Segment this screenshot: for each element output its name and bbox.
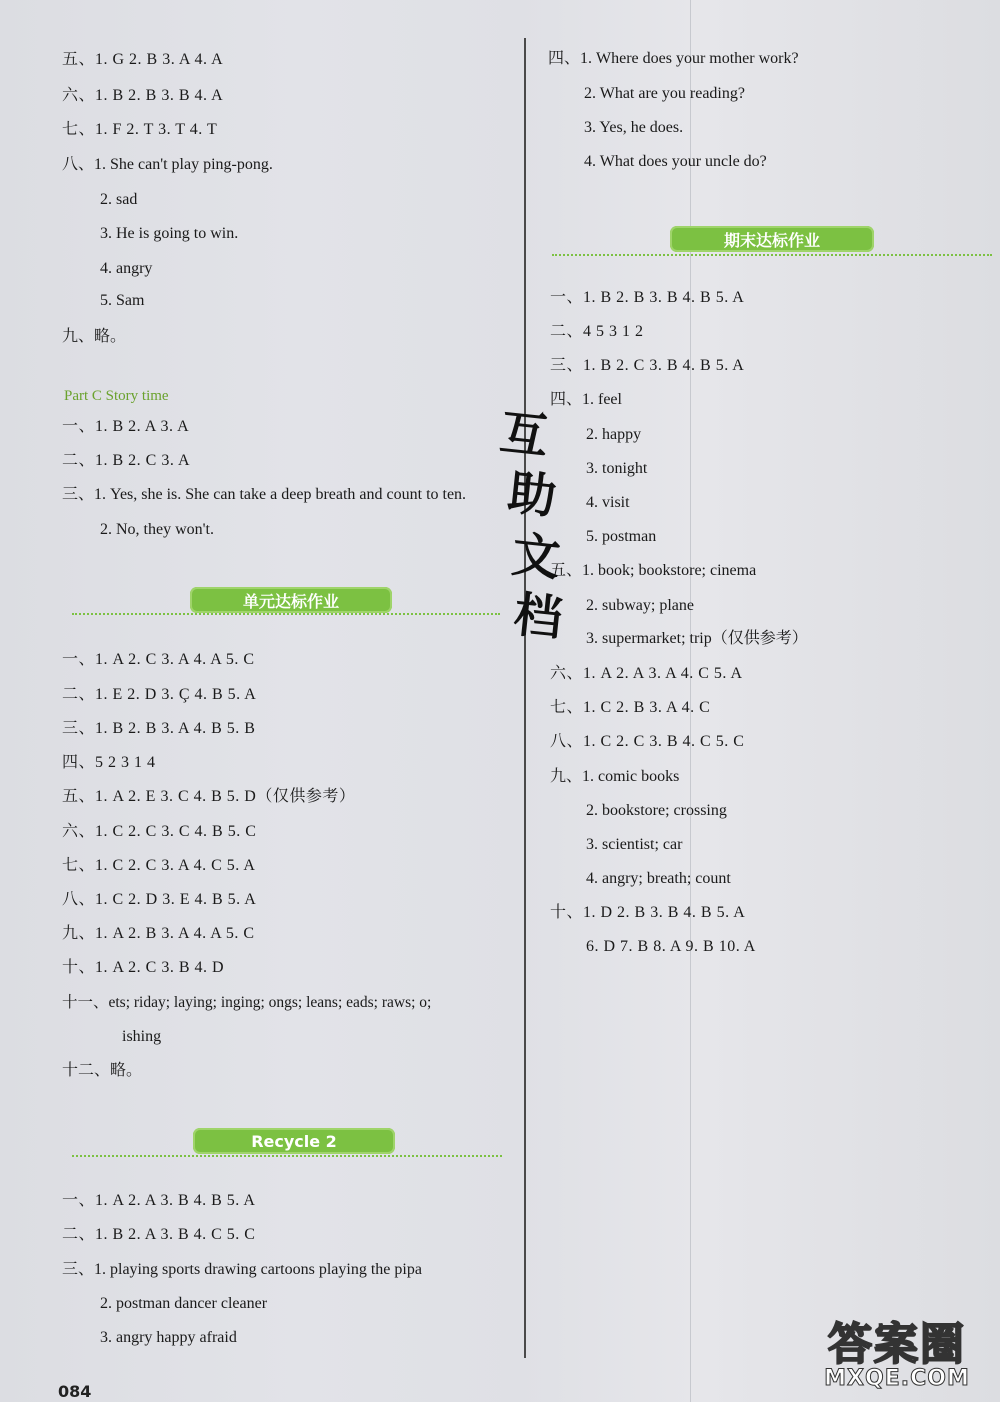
answer-line: 2. subway; plane [586,597,694,614]
answer-line: 2. happy [586,426,642,443]
answer-line: 六、1. B 2. B 3. B 4. A [62,87,224,104]
answer-line: 六、1. A 2. A 3. A 4. C 5. A [550,665,743,682]
section-divider [72,1155,502,1157]
answer-line: 一、1. A 2. C 3. A 4. A 5. C [62,651,255,668]
answer-line: 三、1. playing sports drawing cartoons playing the pipa [62,1261,422,1278]
answer-line: 七、1. C 2. B 3. A 4. C [550,699,711,716]
answer-line: 二、4 5 3 1 2 [550,323,644,340]
answer-line: 二、1. B 2. C 3. A [62,452,191,469]
answer-line: 一、1. B 2. B 3. B 4. B 5. A [550,289,745,306]
answer-line: 三、1. B 2. C 3. B 4. B 5. A [550,357,745,374]
answer-line: 5. Sam [100,292,145,309]
answer-line: 4. angry; breath; count [586,870,731,887]
answer-line: 5. postman [586,528,657,545]
handwritten-char: 档 [511,586,565,648]
site-watermark-logo [802,1308,992,1396]
answer-line: 四、1. feel [550,391,622,408]
answer-line: 一、1. A 2. A 3. B 4. B 5. A [62,1192,256,1209]
answer-line: 二、1. E 2. D 3. Ç 4. B 5. A [62,686,257,703]
answer-line: 五、1. A 2. E 3. C 4. B 5. D（仅供参考） [62,788,356,805]
answer-line: 四、1. Where does your mother work? [548,50,799,67]
answer-line: 2. sad [100,191,138,208]
answer-line: 2. What are you reading? [584,85,745,102]
handwritten-char: 互 [497,404,551,466]
answer-line: 4. What does your uncle do? [584,153,767,170]
answer-line: 3. Yes, he does. [584,119,684,136]
part-c-header: Part C Story time [64,388,169,404]
page-number: 084 [58,1382,92,1401]
answer-line: 八、1. C 2. D 3. E 4. B 5. A [62,891,257,908]
answer-line: 4. angry [100,260,153,277]
answer-line: 九、略。 [62,328,127,345]
answer-line: 3. He is going to win. [100,225,239,242]
final-test-banner: 期末达标作业 [670,226,874,252]
answer-line: 七、1. C 2. C 3. A 4. C 5. A [62,857,256,874]
answer-line: 2. bookstore; crossing [586,802,727,819]
answer-line: 七、1. F 2. T 3. T 4. T [62,121,218,138]
answer-line: 八、1. C 2. C 3. B 4. C 5. C [550,733,745,750]
answer-line: ishing [122,1028,162,1045]
answer-line: 三、1. Yes, she is. She can take a deep breath and count to ten. [62,486,467,503]
answer-line: 十、1. A 2. C 3. B 4. D [62,959,225,976]
column-divider [524,38,526,1358]
answer-line: 十一、ets; riday; laying; inging; ongs; leans; eads; raws; o; [62,994,432,1011]
handwritten-char: 文 [509,526,563,588]
answer-line: 九、1. comic books [550,768,680,785]
answer-line: 3. scientist; car [586,836,683,853]
answer-line: 五、1. book; bookstore; cinema [550,562,757,579]
answer-line: 2. postman dancer cleaner [100,1295,268,1312]
section-divider [72,613,500,615]
section-divider [552,254,992,256]
handwritten-char: 助 [505,464,559,526]
answer-line: 3. supermarket; trip（仅供参考） [586,630,808,647]
answer-line: 2. No, they won't. [100,521,214,538]
answer-line: 3. angry happy afraid [100,1329,237,1346]
answer-line: 八、1. She can't play ping-pong. [62,156,273,173]
answer-line: 十二、略。 [62,1062,143,1079]
answer-line: 五、1. G 2. B 3. A 4. A [62,51,224,68]
answer-line: 十、1. D 2. B 3. B 4. B 5. A [550,904,746,921]
unit-test-banner: 单元达标作业 [190,587,392,613]
answer-line: 6. D 7. B 8. A 9. B 10. A [586,938,756,955]
answer-line: 4. visit [586,494,630,511]
answer-line: 六、1. C 2. C 3. C 4. B 5. C [62,823,257,840]
recycle-2-banner: Recycle 2 [193,1128,395,1154]
answer-line: 四、5 2 3 1 4 [62,754,156,771]
answer-line: 3. tonight [586,460,648,477]
watermark-url: MXQE.COM [824,1366,970,1391]
answer-line: 九、1. A 2. B 3. A 4. A 5. C [62,925,255,942]
answer-line: 二、1. B 2. A 3. B 4. C 5. C [62,1226,256,1243]
answer-line: 一、1. B 2. A 3. A [62,418,190,435]
answer-line: 三、1. B 2. B 3. A 4. B 5. B [62,720,256,737]
watermark-text: 答案圈 [828,1319,966,1370]
